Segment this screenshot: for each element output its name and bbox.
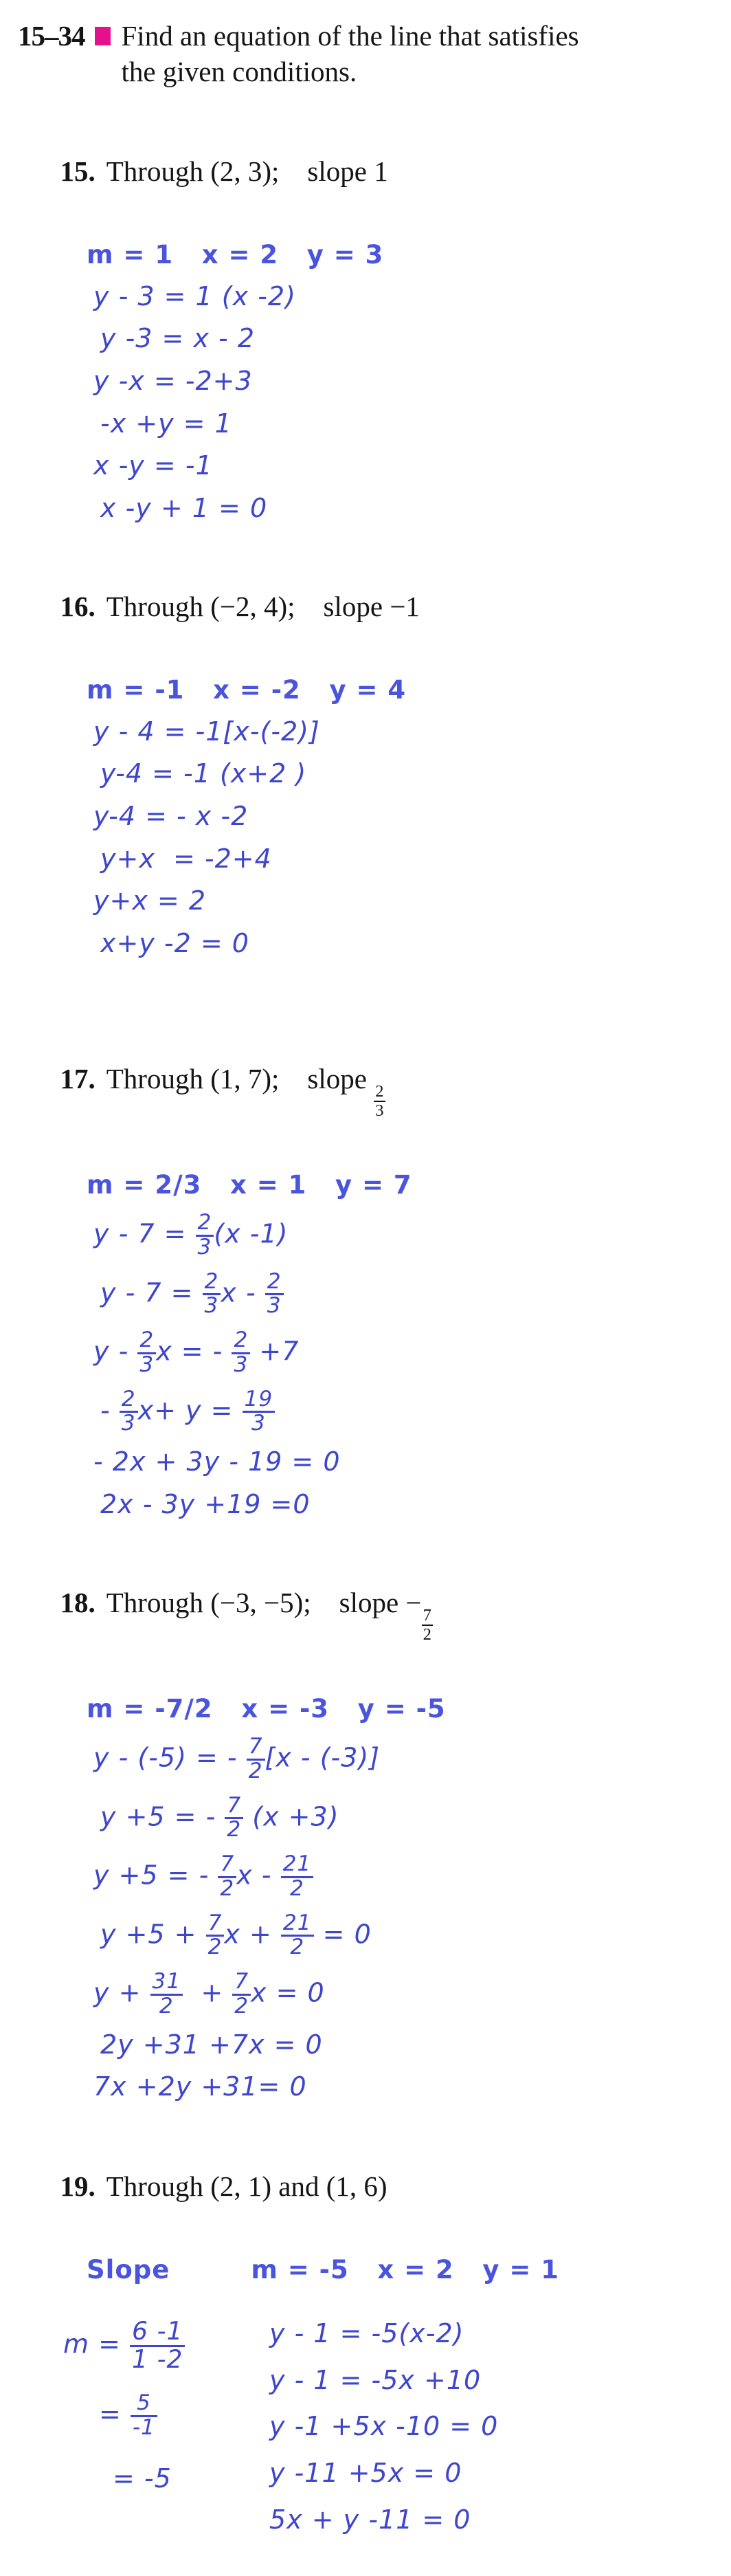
fraction: $\frac{2}{3}$ (375, 1082, 384, 1121)
problem-statement-row (18, 2134, 719, 2240)
handwritten-line: y - (-5) = - $\frac{7}{2}$ [x - (-3)] (93, 1734, 381, 1783)
fraction: $\frac{2}{3}$ (265, 1271, 284, 1318)
problem-statement-row (18, 1550, 719, 1679)
handwritten-line: y - $\frac{2}{3}$ x = - $\frac{2}{3}$ +7 (93, 1328, 300, 1377)
fraction: $\frac{21}{2}$ (281, 1913, 314, 1959)
given-values-row (87, 1694, 719, 1724)
fraction: $\frac{2}{3}$ (137, 1330, 156, 1376)
handwritten-line: 5x + y -11 = 0 (269, 2504, 471, 2535)
slope-label: Slope (87, 2254, 170, 2285)
fraction: $\frac{31}{2}$ (150, 1971, 183, 2018)
problem-statement-row (18, 119, 719, 225)
fraction: $\frac{7}{2}$ (423, 1606, 431, 1644)
problem (18, 2134, 719, 2535)
exercise-range: 15–34 (18, 20, 85, 52)
problem-statement: Through (−3, −5); slope − $\frac{7}{2}$ (106, 1586, 431, 1644)
handwritten-line: x -y + 1 = 0 (100, 493, 268, 524)
problem-statement-row (18, 1026, 719, 1155)
problem-number: 15. (60, 155, 95, 188)
problem-number: 19. (60, 2170, 95, 2203)
handwritten-line: x+y -2 = 0 (100, 928, 249, 958)
problem-statement-row (18, 554, 719, 660)
handwritten-line: = -5 (113, 2463, 172, 2494)
handwritten-line: y - 7 = $\frac{2}{3}$ (x -1) (93, 1210, 289, 1259)
problem-statement: Through (−2, 4); slope −1 (106, 591, 420, 623)
problem-number: 18. (60, 1586, 95, 1618)
handwritten-line: y-4 = - x -2 (93, 800, 249, 831)
handwritten-line: y - 7 = $\frac{2}{3}$ x - $\frac{2}{3}$ (100, 1271, 719, 1318)
fraction: $\frac{7}{2}$ (225, 1795, 243, 1842)
fraction: $\frac{2}{3}$ (196, 1212, 214, 1259)
given-values: m = -7/2 x = -3 y = -5 (87, 1694, 446, 1724)
exercise-range-header (18, 18, 719, 90)
handwritten-line: y -3 = x - 2 (100, 323, 255, 354)
fraction: $\frac{21}{2}$ (281, 1853, 314, 1900)
handwritten-line: y-4 = -1 (x+2 ) (100, 758, 307, 789)
handwritten-line: y +5 = - $\frac{7}{2}$ x - $\frac{21}{2}$ (93, 1853, 719, 1900)
handwritten-work (18, 1736, 719, 2102)
section-bullet-icon (95, 27, 111, 45)
handwritten-line: - $\frac{2}{3}$ x+ y = $\frac{19}{3}$ (100, 1389, 719, 1435)
work-columns (63, 2302, 719, 2535)
instruction-line-1: Find an equation of the line that satisfies (121, 20, 579, 52)
given-values-row (87, 240, 719, 269)
handwritten-work (18, 1212, 719, 1520)
handwritten-line: y+x = -2+4 (100, 843, 272, 874)
instruction-text (122, 18, 579, 90)
fraction: $\frac{2}{3}$ (232, 1330, 250, 1376)
problem (18, 1550, 719, 2102)
given-values-row (87, 2255, 719, 2285)
handwritten-line: y + $\frac{31}{2}$ + $\frac{7}{2}$ x = 0 (93, 1969, 325, 2018)
fraction: $\frac{7}{2}$ (247, 1736, 265, 1783)
fraction: $\frac{5}{-1}$ (131, 2392, 157, 2439)
problem (18, 119, 719, 524)
handwritten-line: y -x = -2+3 (93, 366, 253, 397)
handwritten-work (18, 717, 719, 959)
given-values: m = -1 x = -2 y = 4 (87, 674, 407, 705)
problem-statement: Through (2, 3); slope 1 (106, 155, 388, 188)
slope-calculation-column (63, 2302, 269, 2494)
handwritten-line: y +5 + $\frac{7}{2}$ x + $\frac{21}{2}$ = 0 (100, 1910, 372, 1960)
handwritten-line: x -y = -1 (93, 450, 213, 481)
problem-number: 17. (60, 1062, 95, 1094)
problem-number: 16. (60, 591, 95, 623)
fraction: $\frac{7}{2}$ (218, 1853, 236, 1900)
given-values: m = 2/3 x = 1 y = 7 (87, 1170, 412, 1200)
given-values-row (87, 675, 719, 705)
fraction: $\frac{7}{2}$ (232, 1971, 251, 2018)
equation-column (269, 2302, 719, 2535)
handwritten-line: y - 1 = -5x +10 (269, 2364, 482, 2395)
handwritten-line: 2x - 3y +19 =0 (100, 1488, 311, 1519)
handwritten-line: y +5 = - $\frac{7}{2}$ (x +3) (100, 1792, 339, 1842)
problems-list (18, 119, 719, 2535)
problem-statement: Through (1, 7); slope $\frac{2}{3}$ (106, 1062, 384, 1121)
fraction: $\frac{19}{3}$ (243, 1389, 275, 1435)
handwritten-line: y -11 +5x = 0 (269, 2457, 462, 2488)
fraction: $\frac{7}{2}$ (206, 1913, 225, 1959)
handwritten-line: y - 4 = -1[x-(-2)] (93, 716, 320, 747)
handwritten-line: = $\frac{5}{-1}$ (99, 2392, 269, 2439)
given-values-row (87, 1170, 719, 1200)
fraction: $\frac{6 -1}{1 -2}$ (130, 2319, 185, 2373)
instruction-line-2: the given conditions. (121, 56, 357, 88)
fraction: $\frac{2}{3}$ (120, 1389, 138, 1435)
problem (18, 1026, 719, 1520)
handwritten-line: y -1 +5x -10 = 0 (269, 2411, 499, 2442)
problem (18, 554, 719, 959)
given-values: m = 1 x = 2 y = 3 (87, 239, 384, 269)
given-values: m = -5 x = 2 y = 1 (251, 2254, 560, 2285)
handwritten-line: 2y +31 +7x = 0 (100, 2029, 323, 2060)
handwritten-line: y+x = 2 (93, 885, 206, 916)
problem-statement: Through (2, 1) and (1, 6) (106, 2170, 387, 2203)
fraction: $\frac{2}{3}$ (203, 1271, 221, 1318)
handwritten-line: y - 3 = 1 (x -2) (93, 280, 296, 311)
handwritten-line: - 2x + 3y - 19 = 0 (93, 1446, 341, 1477)
handwritten-work (18, 282, 719, 524)
handwritten-line: m = $\frac{6 -1}{1 -2}$ (63, 2319, 269, 2373)
handwritten-line: 7x +2y +31= 0 (93, 2071, 307, 2102)
handwritten-line: -x +y = 1 (100, 408, 232, 439)
handwritten-line: y - 1 = -5(x-2) (269, 2318, 464, 2348)
